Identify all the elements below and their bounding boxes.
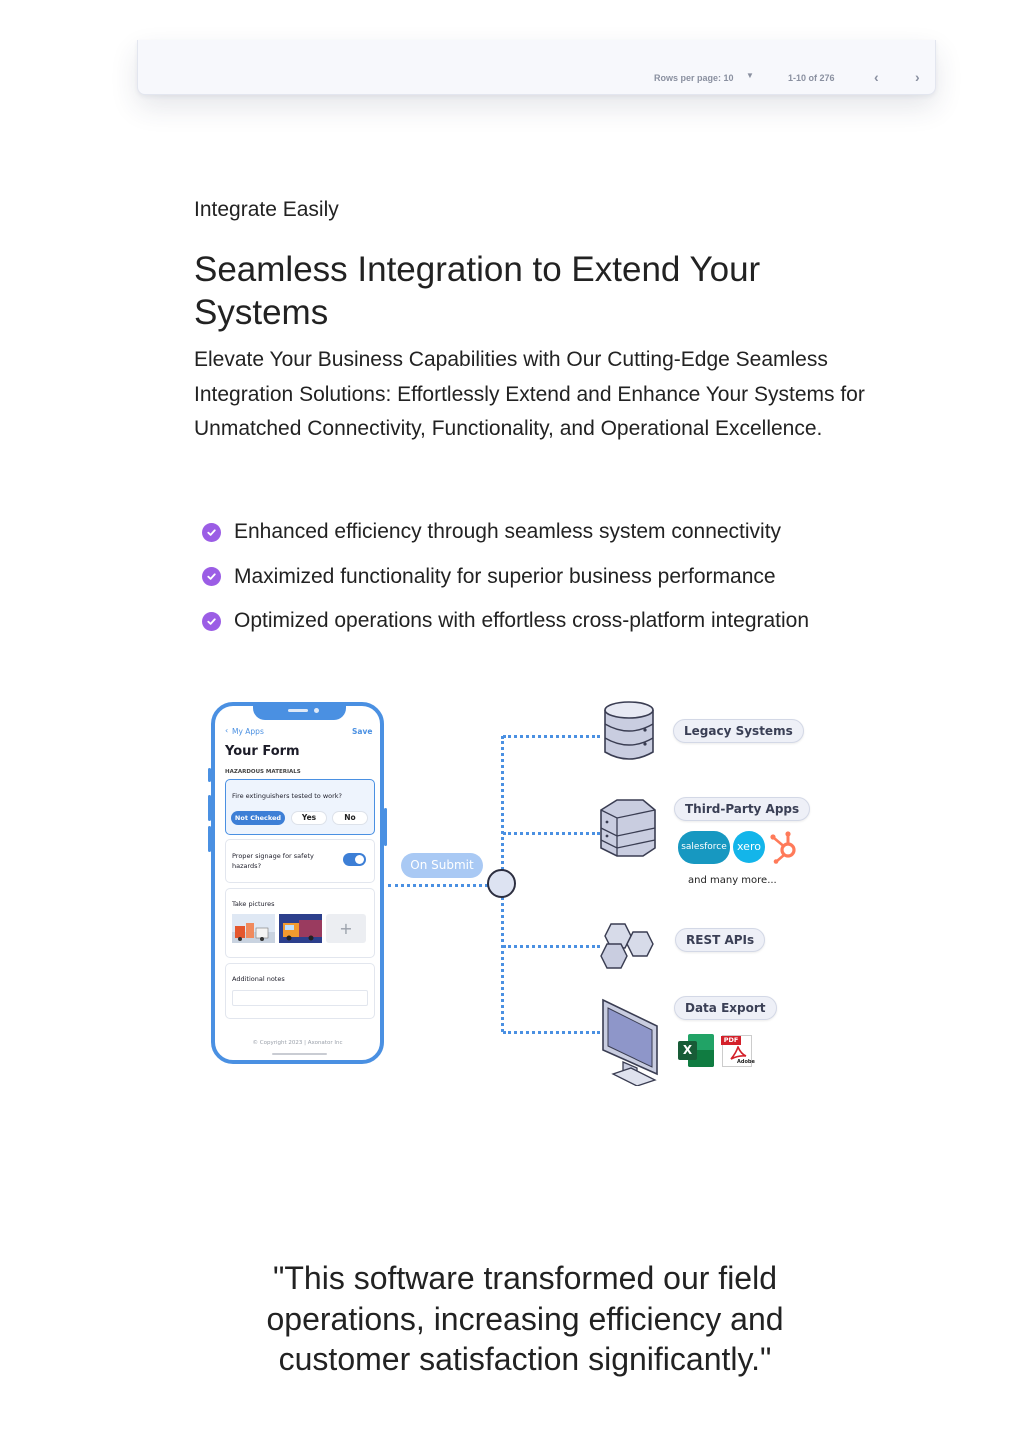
phone-power-button <box>384 808 387 846</box>
feature-list <box>202 510 809 644</box>
question-text: Proper signage for safety hazards? <box>232 852 314 870</box>
hubspot-logo <box>768 830 800 864</box>
table-pagination-footer <box>137 40 936 95</box>
rest-apis-tag: REST APIs <box>675 928 765 952</box>
back-link[interactable]: My Apps <box>232 727 264 736</box>
feature-item <box>202 510 809 555</box>
testimonial-quote: "This software transformed our field operations, increasing efficiency and customer satisfaction significantly." <box>266 1260 784 1377</box>
hub-node <box>487 869 516 898</box>
third-party-apps-tag: Third-Party Apps <box>674 797 810 821</box>
add-photo-button[interactable]: + <box>326 914 366 943</box>
rows-per-page-dropdown-icon[interactable]: ▼ <box>746 71 754 80</box>
question-text: Take pictures <box>232 900 275 908</box>
next-page-icon[interactable]: › <box>915 69 920 85</box>
save-link[interactable]: Save <box>352 727 373 736</box>
home-indicator <box>272 1053 327 1055</box>
question-card <box>225 839 375 883</box>
on-submit-badge: On Submit <box>401 853 483 878</box>
connector-line <box>503 832 600 835</box>
section-lead: Elevate Your Business Capabilities with Our Cutting-Edge Seamless Integration Solutions: Effortlessly Extend and Enhance Your Systems for Unmatched Connectivity, Functionality, and Operational Excellence. <box>194 348 865 440</box>
pagination-range: 1-10 of 276 <box>788 73 835 83</box>
legacy-systems-tag: Legacy Systems <box>673 719 804 743</box>
form-title: Your Form <box>225 744 300 759</box>
pdf-logo: PDF Adobe <box>722 1035 752 1067</box>
data-export-tag: Data Export <box>674 996 777 1020</box>
question-card <box>225 888 375 958</box>
connector-line <box>388 884 488 887</box>
rows-per-page-label: Rows per page: 10 <box>654 73 734 83</box>
question-text: Additional notes <box>232 975 285 983</box>
safety-toggle[interactable] <box>343 853 366 866</box>
feature-item <box>202 599 809 644</box>
database-icon <box>601 700 657 763</box>
connector-line <box>503 1031 600 1034</box>
hexagons-icon <box>597 920 659 972</box>
option-no[interactable]: No <box>332 811 368 825</box>
question-card <box>225 963 375 1019</box>
xero-logo: xero <box>733 831 765 863</box>
back-chevron-icon[interactable]: ‹ <box>225 726 229 735</box>
question-card <box>225 779 375 835</box>
phone-notch <box>253 702 346 720</box>
feature-item <box>202 555 809 600</box>
option-not-checked[interactable]: Not Checked <box>231 811 285 825</box>
check-icon <box>202 567 221 586</box>
connector-line <box>503 735 600 738</box>
photo-thumbnail[interactable] <box>279 914 322 943</box>
check-icon <box>202 612 221 631</box>
server-icon <box>597 796 659 858</box>
monitor-icon <box>597 996 661 1086</box>
question-text: Fire extinguishers tested to work? <box>232 792 342 800</box>
photo-thumbnail[interactable] <box>232 914 275 943</box>
check-icon <box>202 523 221 542</box>
form-section-label: HAZARDOUS MATERIALS <box>225 769 301 775</box>
connector-line <box>503 945 600 948</box>
excel-logo: X <box>678 1034 714 1067</box>
previous-page-icon[interactable]: ‹ <box>874 69 879 85</box>
feature-text: Optimized operations with effortless cross-platform integration <box>234 609 810 633</box>
section-eyebrow: Integrate Easily <box>194 198 339 221</box>
feature-text: Enhanced efficiency through seamless system connectivity <box>234 520 782 544</box>
salesforce-logo: salesforce <box>678 831 730 864</box>
feature-text: Maximized functionality for superior business performance <box>234 564 776 588</box>
phone-mockup <box>211 702 384 1064</box>
option-yes[interactable]: Yes <box>291 811 327 825</box>
section-headline: Seamless Integration to Extend Your Systems <box>194 250 761 332</box>
notes-input[interactable] <box>232 990 368 1006</box>
copyright-text: © Copyright 2023 | Axonator Inc <box>252 1040 343 1046</box>
more-integrations-text: and many more... <box>688 875 777 886</box>
